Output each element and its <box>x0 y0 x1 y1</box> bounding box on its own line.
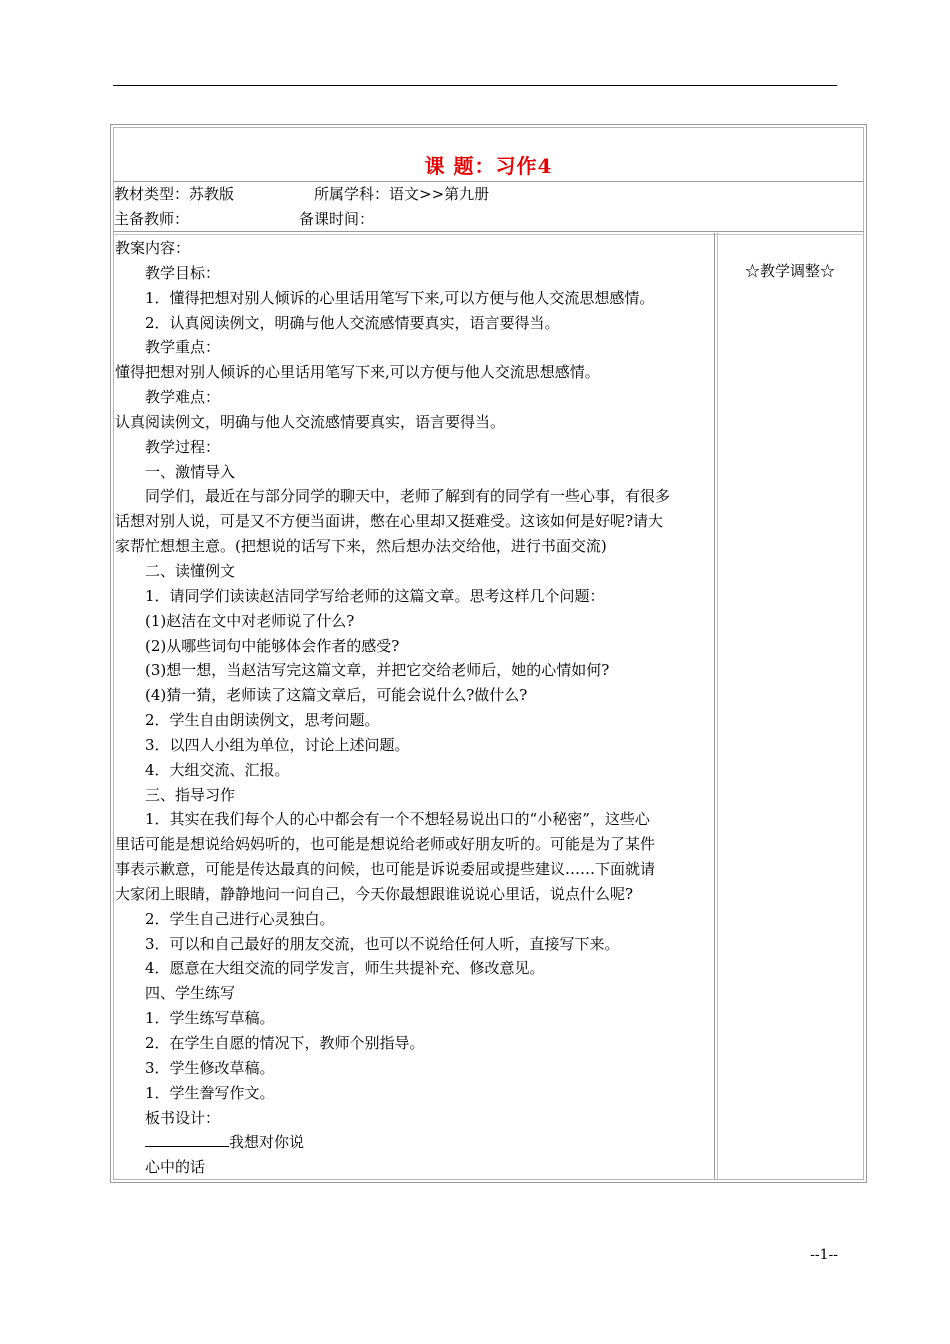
text-line: 里话可能是想说给妈妈听的，也可能是想说给老师或好朋友听的。可能是为了某件 <box>115 835 656 854</box>
text-line: 3．可以和自己最好的朋友交流，也可以不说给任何人听，直接写下来。 <box>145 934 620 953</box>
text-line: 事表示歉意，可能是传达最真的问候，也可能是诉说委屈或提些建议……下面就请 <box>115 860 656 879</box>
text-line: 1．懂得把想对别人倾诉的心里话用笔写下来,可以方便与他人交流思想感情。 <box>145 288 655 307</box>
lesson-content <box>115 236 713 1180</box>
text-line: 话想对别人说，可是又不方便当面讲，憋在心里却又挺难受。这该如何是好呢?请大 <box>115 512 664 531</box>
meta-divider <box>113 231 864 232</box>
section-heading: 四、学生练写 <box>145 984 236 1003</box>
text-line: 3．学生修改草稿。 <box>145 1058 275 1077</box>
teaching-adjustment-label: ☆教学调整☆ <box>744 262 835 280</box>
text-line: 大家闭上眼睛，静静地问一问自己，今天你最想跟谁说说心里话，说点什么呢? <box>115 884 634 903</box>
board-design-title: 我想对你说 <box>229 1133 305 1152</box>
column-divider-inner <box>717 233 718 1179</box>
text-line: 懂得把想对别人倾诉的心里话用笔写下来,可以方便与他人交流思想感情。 <box>115 363 600 382</box>
text-line: 4．愿意在大组交流的同学发言，师生共提补充、修改意见。 <box>145 959 545 978</box>
lesson-title: 课 题：习作4 <box>424 154 553 178</box>
meta-divider-inner <box>113 234 864 235</box>
text-line: 1．其实在我们每个人的心中都会有一个不想轻易说出口的“小秘密”，这些心 <box>145 810 650 829</box>
section-heading: 教学难点： <box>145 388 221 407</box>
text-line: 同学们，最近在与部分同学的聊天中，老师了解到有的同学有一些心事，有很多 <box>145 487 671 506</box>
top-rule <box>113 85 837 86</box>
text-line: 2．在学生自愿的情况下，教师个别指导。 <box>145 1034 425 1052</box>
text-line: (1)赵洁在文中对老师说了什么? <box>145 611 355 630</box>
text-line: 心中的话 <box>145 1158 206 1177</box>
section-heading: 板书设计： <box>145 1108 221 1127</box>
page-number: --1-- <box>810 1247 838 1263</box>
material-type: 教材类型：苏教版 <box>114 185 235 203</box>
board-design-line <box>115 1130 713 1155</box>
text-line: 2．学生自己进行心灵独白。 <box>145 909 335 928</box>
title-divider <box>113 181 864 182</box>
text-line: 2．学生自由朗读例文，思考问题。 <box>145 711 380 730</box>
lead-teacher: 主备教师： <box>114 210 190 228</box>
text-line: 4．大组交流、汇报。 <box>145 760 290 779</box>
content-heading: 教案内容： <box>115 239 191 257</box>
text-line: 1．学生练写草稿。 <box>145 1009 275 1028</box>
text-line: 1．请同学们读读赵洁同学写给老师的这篇文章。思考这样几个问题： <box>145 586 605 605</box>
prep-time: 备课时间： <box>299 210 375 228</box>
section-heading: 一、激情导入 <box>145 462 236 481</box>
section-heading: 三、指导习作 <box>145 785 236 804</box>
text-line: (4)猜一猜，老师读了这篇文章后，可能会说什么?做什么? <box>145 686 528 705</box>
text-line: 家帮忙想想主意。(把想说的话写下来，然后想办法交给他，进行书面交流) <box>115 537 607 556</box>
text-line: 2．认真阅读例文，明确与他人交流感情要真实，语言要得当。 <box>145 313 560 332</box>
section-heading: 教学重点： <box>145 338 221 357</box>
section-heading: 教学过程： <box>145 437 221 456</box>
section-heading: 教学目标： <box>145 263 221 282</box>
subject: 所属学科：语文>>第九册 <box>314 185 490 203</box>
text-line: 认真阅读例文，明确与他人交流感情要真实，语言要得当。 <box>115 412 506 431</box>
section-heading: 二、读懂例文 <box>145 561 236 580</box>
fill-in-blank <box>145 1132 229 1147</box>
text-line: 1．学生誊写作文。 <box>145 1083 275 1102</box>
text-line: (3)想一想，当赵洁写完这篇文章，并把它交给老师后，她的心情如何? <box>145 661 610 680</box>
text-line: 3．以四人小组为单位，讨论上述问题。 <box>145 735 410 754</box>
column-divider <box>714 233 715 1179</box>
text-line: (2)从哪些词句中能够体会作者的感受? <box>145 636 400 655</box>
